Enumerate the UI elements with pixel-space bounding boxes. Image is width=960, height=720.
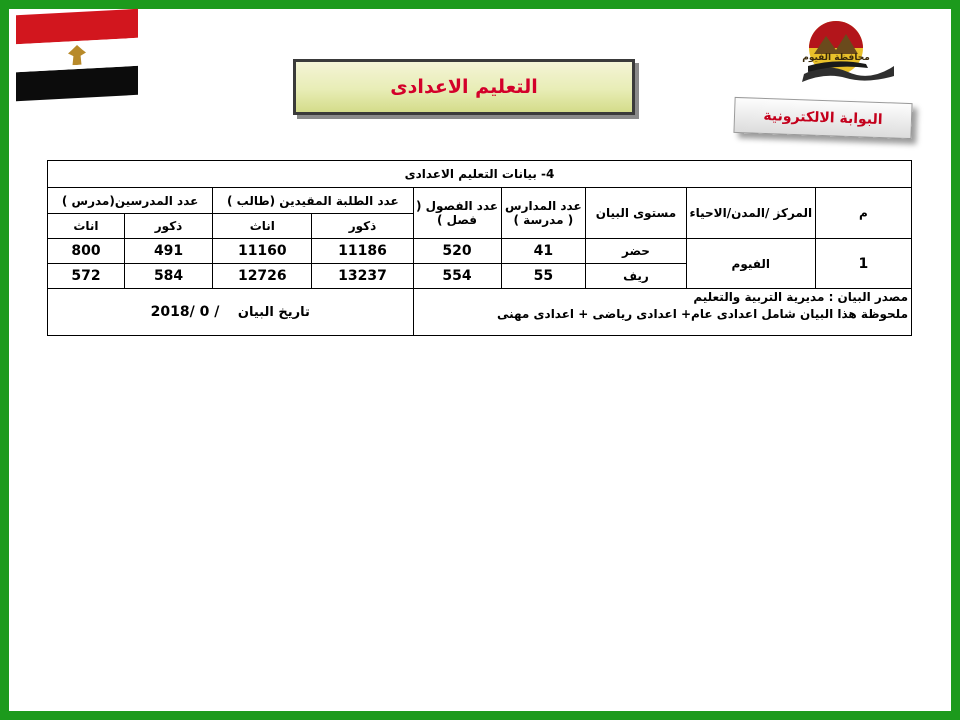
header-serial: م <box>815 188 911 239</box>
governorate-logo <box>796 14 896 94</box>
table-row <box>48 239 912 264</box>
cell-students-male: 13237 <box>312 264 413 289</box>
cell-teachers-male: 584 <box>124 264 212 289</box>
cell-teachers-female: 572 <box>48 264 125 289</box>
cell-level: ريف <box>586 264 687 289</box>
cell-students-female: 12726 <box>213 264 312 289</box>
cell-teachers-female: 800 <box>48 239 125 264</box>
header-center: المركز /المدن/الاحياء <box>686 188 815 239</box>
cell-level: حضر <box>586 239 687 264</box>
header-students-male: ذكور <box>312 214 413 239</box>
cell-classes: 520 <box>413 239 501 264</box>
cell-schools: 41 <box>501 239 586 264</box>
header-students: عدد الطلبة المقيدين (طالب ) <box>213 188 413 214</box>
header-schools: عدد المدارس ( مدرسة ) <box>501 188 586 239</box>
portal-label: البوابة الالكترونية <box>763 107 883 129</box>
cell-classes: 554 <box>413 264 501 289</box>
footer-source-cell <box>413 289 911 336</box>
header-level: مستوى البيان <box>586 188 687 239</box>
page-title: التعليم الاعدادى <box>390 76 538 98</box>
egypt-flag-icon <box>16 9 138 101</box>
section-title: 4- بيانات التعليم الاعدادى <box>48 161 912 188</box>
cell-teachers-male: 491 <box>124 239 212 264</box>
header-students-female: اناث <box>213 214 312 239</box>
header-classes: عدد الفصول ( فصل ) <box>413 188 501 239</box>
statistics-table <box>47 160 912 336</box>
header-teachers: عدد المدرسين(مدرس ) <box>48 188 213 214</box>
portal-badge[interactable] <box>733 97 912 139</box>
logo-text: محافظة الفيوم <box>802 53 870 63</box>
date-value: 2018/ 0 / <box>150 304 220 320</box>
source-text: مصدر البيان : مديرية التربية والتعليم <box>693 290 908 304</box>
header-teachers-male: ذكور <box>124 214 212 239</box>
cell-students-female: 11160 <box>213 239 312 264</box>
page-title-box <box>293 59 635 115</box>
note-text: ملحوظة هذا البيان شامل اعدادى عام+ اعدادى رياضى + اعدادى مهنى <box>496 307 908 321</box>
cell-students-male: 11186 <box>312 239 413 264</box>
cell-center: الفيوم <box>686 239 815 289</box>
cell-serial: 1 <box>815 239 911 289</box>
date-label: تاريخ البيان <box>237 305 310 320</box>
header-teachers-female: اناث <box>48 214 125 239</box>
cell-schools: 55 <box>501 264 586 289</box>
footer-date-cell <box>48 289 414 336</box>
